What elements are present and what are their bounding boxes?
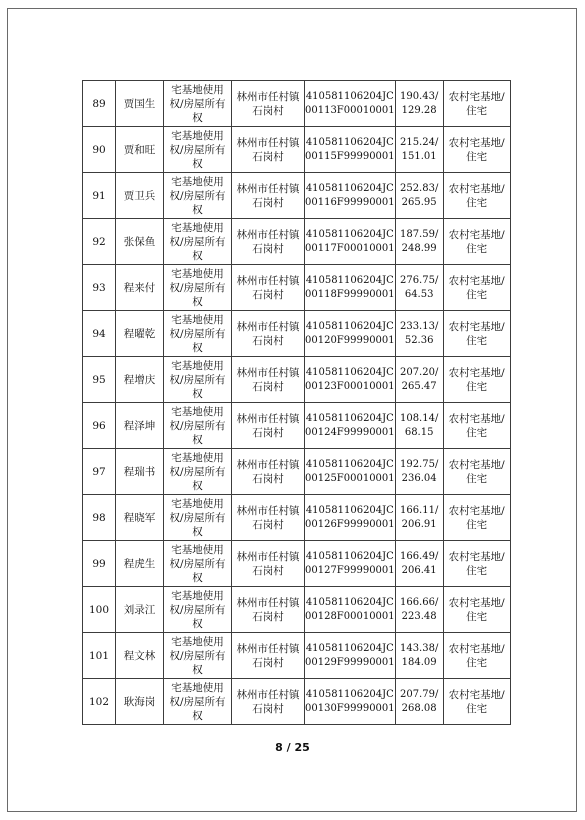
- land-use: [443, 495, 510, 541]
- location: [232, 633, 305, 679]
- owner-name: 贾国生: [116, 81, 164, 127]
- table-row: [83, 265, 511, 311]
- area-text: 215.24/ 151.01: [399, 136, 439, 162]
- location-text: 林州市任村镇 石岗村: [236, 274, 300, 301]
- row-number: 90: [83, 127, 116, 173]
- unit-code-text: 410581106204JC 00120F99990001: [305, 320, 395, 346]
- right-type-text: 宅基地使用 权/房屋所有 权: [169, 267, 226, 308]
- unit-code-text: 410581106204JC 00123F00010001: [305, 366, 395, 392]
- page-number: 8 / 25: [275, 741, 310, 754]
- location-text: 林州市任村镇 石岗村: [236, 366, 300, 393]
- area-text: 166.49/ 206.41: [399, 550, 439, 576]
- area: [395, 265, 443, 311]
- table-row: [83, 127, 511, 173]
- unit-code-text: 410581106204JC 00130F99990001: [305, 688, 395, 714]
- location: [232, 219, 305, 265]
- location: [232, 311, 305, 357]
- owner-name: 贾和旺: [116, 127, 164, 173]
- land-use-text: 农村宅基地/ 住宅: [448, 688, 505, 715]
- row-number: 98: [83, 495, 116, 541]
- owner-name: 耿海岗: [116, 679, 164, 725]
- unit-code: [305, 173, 396, 219]
- right-type: [164, 541, 232, 587]
- location-text: 林州市任村镇 石岗村: [236, 412, 300, 439]
- area-text: 207.79/ 268.08: [399, 688, 439, 714]
- location-text: 林州市任村镇 石岗村: [236, 90, 300, 117]
- right-type-text: 宅基地使用 权/房屋所有 权: [169, 589, 226, 630]
- area-text: 187.59/ 248.99: [399, 228, 439, 254]
- unit-code: [305, 679, 396, 725]
- area: [395, 587, 443, 633]
- right-type: [164, 265, 232, 311]
- unit-code: [305, 633, 396, 679]
- location-text: 林州市任村镇 石岗村: [236, 320, 300, 347]
- location: [232, 587, 305, 633]
- table-row: [83, 679, 511, 725]
- right-type-text: 宅基地使用 权/房屋所有 权: [169, 359, 226, 400]
- owner-name: 程来付: [116, 265, 164, 311]
- area-text: 207.20/ 265.47: [399, 366, 439, 392]
- area: [395, 357, 443, 403]
- right-type-text: 宅基地使用 权/房屋所有 权: [169, 543, 226, 584]
- location-text: 林州市任村镇 石岗村: [236, 182, 300, 209]
- area-text: 190.43/ 129.28: [399, 90, 439, 116]
- right-type-text: 宅基地使用 权/房屋所有 权: [169, 681, 226, 722]
- land-use-text: 农村宅基地/ 住宅: [448, 642, 505, 669]
- owner-name: 贾卫兵: [116, 173, 164, 219]
- owner-name: 刘录江: [116, 587, 164, 633]
- unit-code: [305, 449, 396, 495]
- land-use-text: 农村宅基地/ 住宅: [448, 458, 505, 485]
- unit-code: [305, 81, 396, 127]
- right-type: [164, 449, 232, 495]
- right-type: [164, 219, 232, 265]
- row-number: 93: [83, 265, 116, 311]
- area-text: 276.75/ 64.53: [399, 274, 439, 300]
- right-type: [164, 357, 232, 403]
- land-use: [443, 449, 510, 495]
- unit-code-text: 410581106204JC 00127F99990001: [305, 550, 395, 576]
- right-type: [164, 173, 232, 219]
- land-use: [443, 173, 510, 219]
- right-type-text: 宅基地使用 权/房屋所有 权: [169, 497, 226, 538]
- unit-code: [305, 219, 396, 265]
- table-row: [83, 311, 511, 357]
- row-number: 96: [83, 403, 116, 449]
- unit-code: [305, 311, 396, 357]
- registry-table: [82, 80, 511, 725]
- table-row: [83, 219, 511, 265]
- land-use: [443, 81, 510, 127]
- location: [232, 357, 305, 403]
- unit-code: [305, 127, 396, 173]
- location-text: 林州市任村镇 石岗村: [236, 596, 300, 623]
- land-use: [443, 403, 510, 449]
- table-row: [83, 633, 511, 679]
- land-use: [443, 679, 510, 725]
- right-type: [164, 81, 232, 127]
- location: [232, 403, 305, 449]
- row-number: 97: [83, 449, 116, 495]
- area: [395, 449, 443, 495]
- location-text: 林州市任村镇 石岗村: [236, 642, 300, 669]
- land-use-text: 农村宅基地/ 住宅: [448, 90, 505, 117]
- unit-code: [305, 403, 396, 449]
- right-type: [164, 403, 232, 449]
- location-text: 林州市任村镇 石岗村: [236, 504, 300, 531]
- table-row: [83, 495, 511, 541]
- unit-code-text: 410581106204JC 00124F99990001: [305, 412, 395, 438]
- land-use-text: 农村宅基地/ 住宅: [448, 182, 505, 209]
- unit-code-text: 410581106204JC 00116F99990001: [305, 182, 395, 208]
- area: [395, 311, 443, 357]
- right-type-text: 宅基地使用 权/房屋所有 权: [169, 221, 226, 262]
- unit-code-text: 410581106204JC 00118F99990001: [305, 274, 395, 300]
- registry-table-body: [83, 81, 511, 725]
- land-use: [443, 219, 510, 265]
- land-use-text: 农村宅基地/ 住宅: [448, 320, 505, 347]
- table-row: [83, 449, 511, 495]
- area-text: 192.75/ 236.04: [399, 458, 439, 484]
- row-number: 95: [83, 357, 116, 403]
- right-type: [164, 127, 232, 173]
- area: [395, 127, 443, 173]
- area: [395, 173, 443, 219]
- unit-code-text: 410581106204JC 00117F00010001: [305, 228, 395, 254]
- right-type: [164, 633, 232, 679]
- owner-name: 程文林: [116, 633, 164, 679]
- land-use-text: 农村宅基地/ 住宅: [448, 504, 505, 531]
- table-row: [83, 587, 511, 633]
- owner-name: 程增庆: [116, 357, 164, 403]
- right-type-text: 宅基地使用 权/房屋所有 权: [169, 451, 226, 492]
- row-number: 91: [83, 173, 116, 219]
- location: [232, 265, 305, 311]
- right-type: [164, 587, 232, 633]
- owner-name: 程曜乾: [116, 311, 164, 357]
- unit-code-text: 410581106204JC 00113F00010001: [305, 90, 395, 116]
- location: [232, 449, 305, 495]
- area-text: 143.38/ 184.09: [399, 642, 439, 668]
- row-number: 102: [83, 679, 116, 725]
- owner-name: 程虎生: [116, 541, 164, 587]
- location: [232, 495, 305, 541]
- row-number: 99: [83, 541, 116, 587]
- land-use: [443, 633, 510, 679]
- area-text: 166.66/ 223.48: [399, 596, 439, 622]
- land-use: [443, 311, 510, 357]
- row-number: 89: [83, 81, 116, 127]
- location-text: 林州市任村镇 石岗村: [236, 550, 300, 577]
- unit-code-text: 410581106204JC 00115F99990001: [305, 136, 395, 162]
- right-type-text: 宅基地使用 权/房屋所有 权: [169, 175, 226, 216]
- row-number: 100: [83, 587, 116, 633]
- row-number: 92: [83, 219, 116, 265]
- area: [395, 633, 443, 679]
- location: [232, 81, 305, 127]
- land-use-text: 农村宅基地/ 住宅: [448, 550, 505, 577]
- unit-code-text: 410581106204JC 00128F00010001: [305, 596, 395, 622]
- row-number: 101: [83, 633, 116, 679]
- right-type-text: 宅基地使用 权/房屋所有 权: [169, 635, 226, 676]
- right-type-text: 宅基地使用 权/房屋所有 权: [169, 405, 226, 446]
- unit-code: [305, 357, 396, 403]
- land-use-text: 农村宅基地/ 住宅: [448, 596, 505, 623]
- unit-code: [305, 495, 396, 541]
- area: [395, 679, 443, 725]
- area: [395, 403, 443, 449]
- land-use: [443, 357, 510, 403]
- location: [232, 679, 305, 725]
- land-use: [443, 587, 510, 633]
- owner-name: 程晓军: [116, 495, 164, 541]
- land-use-text: 农村宅基地/ 住宅: [448, 228, 505, 255]
- area: [395, 541, 443, 587]
- table-row: [83, 541, 511, 587]
- area: [395, 219, 443, 265]
- unit-code: [305, 541, 396, 587]
- right-type-text: 宅基地使用 权/房屋所有 权: [169, 129, 226, 170]
- land-use: [443, 265, 510, 311]
- land-use: [443, 541, 510, 587]
- location-text: 林州市任村镇 石岗村: [236, 136, 300, 163]
- area-text: 233.13/ 52.36: [399, 320, 439, 346]
- land-use-text: 农村宅基地/ 住宅: [448, 136, 505, 163]
- land-use-text: 农村宅基地/ 住宅: [448, 412, 505, 439]
- unit-code-text: 410581106204JC 00125F00010001: [305, 458, 395, 484]
- location: [232, 173, 305, 219]
- location-text: 林州市任村镇 石岗村: [236, 228, 300, 255]
- location: [232, 127, 305, 173]
- location-text: 林州市任村镇 石岗村: [236, 688, 300, 715]
- unit-code-text: 410581106204JC 00126F99990001: [305, 504, 395, 530]
- area-text: 252.83/ 265.95: [399, 182, 439, 208]
- right-type: [164, 495, 232, 541]
- area: [395, 495, 443, 541]
- land-use: [443, 127, 510, 173]
- location-text: 林州市任村镇 石岗村: [236, 458, 300, 485]
- owner-name: 程泽坤: [116, 403, 164, 449]
- area-text: 166.11/ 206.91: [399, 504, 439, 530]
- table-row: [83, 173, 511, 219]
- table-row: [83, 403, 511, 449]
- land-use-text: 农村宅基地/ 住宅: [448, 366, 505, 393]
- right-type: [164, 679, 232, 725]
- unit-code: [305, 587, 396, 633]
- land-use-text: 农村宅基地/ 住宅: [448, 274, 505, 301]
- area-text: 108.14/ 68.15: [399, 412, 439, 438]
- location: [232, 541, 305, 587]
- unit-code: [305, 265, 396, 311]
- right-type-text: 宅基地使用 权/房屋所有 权: [169, 83, 226, 124]
- owner-name: 张保鱼: [116, 219, 164, 265]
- unit-code-text: 410581106204JC 00129F99990001: [305, 642, 395, 668]
- right-type: [164, 311, 232, 357]
- owner-name: 程瑞书: [116, 449, 164, 495]
- row-number: 94: [83, 311, 116, 357]
- right-type-text: 宅基地使用 权/房屋所有 权: [169, 313, 226, 354]
- table-row: [83, 357, 511, 403]
- table-row: [83, 81, 511, 127]
- area: [395, 81, 443, 127]
